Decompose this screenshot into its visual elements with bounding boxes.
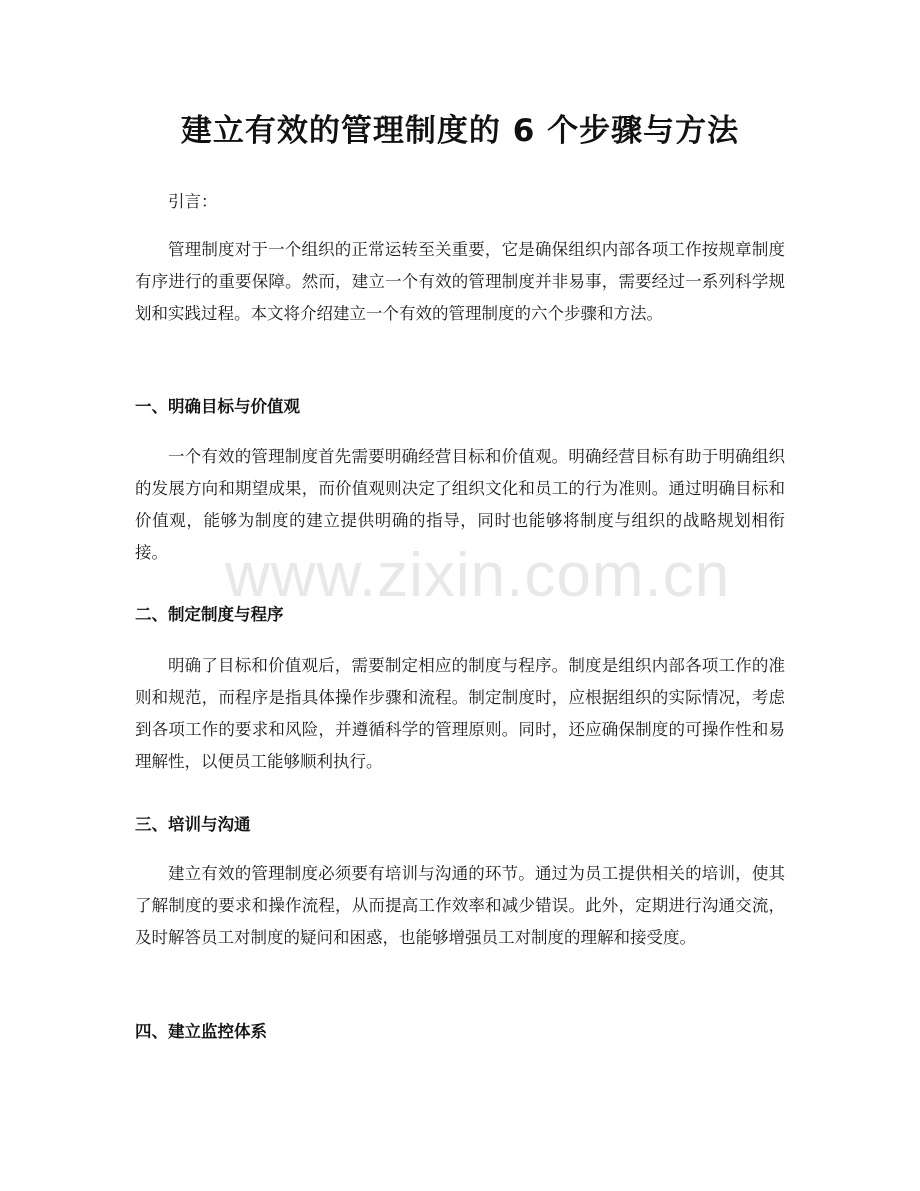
section-heading-1: 一、明确目标与价值观 — [135, 397, 300, 416]
intro-label: 引言： — [168, 192, 218, 211]
watermark: www.zixin.com.cn — [225, 541, 731, 610]
section-heading-2: 二、制定制度与程序 — [135, 605, 284, 624]
section-heading-4: 四、建立监控体系 — [135, 1022, 267, 1041]
intro-paragraph: 管理制度对于一个组织的正常运转至关重要，它是确保组织内部各项工作按规章制度有序进行的重要保障。然而，建立一个有效的管理制度并非易事，需要经过一系列科学规划和实践过程。本文将介绍建立一个有效的管理制度的六个步骤和方法。 — [135, 240, 785, 323]
section-paragraph-3: 建立有效的管理制度必须要有培训与沟通的环节。通过为员工提供相关的培训，使其了解制度的要求和操作流程，从而提高工作效率和减少错误。此外，定期进行沟通交流，及时解答员工对制度的疑问和困惑，也能够增强员工对制度的理解和接受度。 — [135, 864, 785, 947]
section-heading-3: 三、培训与沟通 — [135, 815, 251, 834]
section-paragraph-1: 一个有效的管理制度首先需要明确经营目标和价值观。明确经营目标有助于明确组织的发展方向和期望成果，而价值观则决定了组织文化和员工的行为准则。通过明确目标和价值观，能够为制度的建立提供明确的指导，同时也能够将制度与组织的战略规划相衔接。 — [135, 447, 785, 562]
section-paragraph-2: 明确了目标和价值观后，需要制定相应的制度与程序。制度是组织内部各项工作的准则和规范，而程序是指具体操作步骤和流程。制定制度时，应根据组织的实际情况，考虑到各项工作的要求和风险，并遵循科学的管理原则。同时，还应确保制度的可操作性和易理解性，以便员工能够顺利执行。 — [135, 656, 785, 771]
document-title: 建立有效的管理制度的 6 个步骤与方法 — [180, 113, 740, 149]
